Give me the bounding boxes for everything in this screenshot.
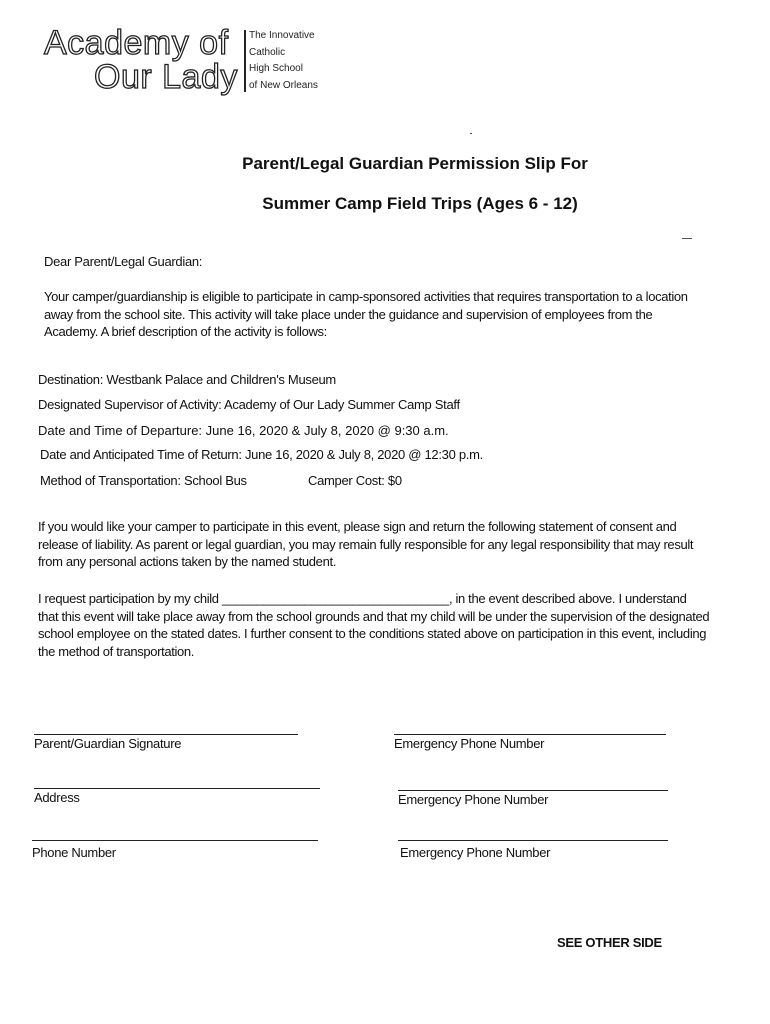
- address-line[interactable]: [34, 788, 320, 789]
- emergency-phone-1-label: Emergency Phone Number: [394, 736, 545, 751]
- parent-signature-label: Parent/Guardian Signature: [34, 736, 182, 751]
- address-label: Address: [34, 790, 80, 805]
- request-line: school employee on the stated dates. I further consent to the conditions stated above on participation in this event, including: [38, 626, 707, 641]
- tagline-line: Catholic: [249, 46, 286, 58]
- scan-speck: [682, 238, 692, 239]
- departure-line: Date and Time of Departure: June 16, 2020 & July 8, 2020 @ 9:30 a.m.: [38, 423, 449, 438]
- consent-line: from any personal actions taken by the named student.: [38, 554, 336, 569]
- greeting: Dear Parent/Legal Guardian:: [44, 254, 203, 269]
- see-other-side-note: SEE OTHER SIDE: [557, 935, 662, 950]
- request-line: the method of transportation.: [38, 643, 195, 659]
- tagline-line: The Innovative: [249, 30, 315, 41]
- scan-speck: [470, 133, 472, 134]
- form-title-line1: Parent/Legal Guardian Permission Slip For: [242, 154, 588, 173]
- form-title-line2: Summer Camp Field Trips (Ages 6 - 12): [262, 194, 578, 213]
- intro-line: Your camper/guardianship is eligible to participate in camp-sponsored activities that requires transportation to a location: [44, 289, 688, 304]
- emergency-phone-3-line[interactable]: [398, 840, 668, 841]
- request-line: I request participation by my child _________________________________, in the event described above. I understand: [38, 591, 687, 606]
- emergency-phone-1-line[interactable]: [394, 734, 666, 735]
- request-paragraph: [38, 590, 709, 660]
- consent-line: release of liability. As parent or legal guardian, you may remain fully responsible for any legal responsibility that may result: [38, 536, 694, 552]
- consent-line: If you would like your camper to participate in this event, please sign and return the following statement of consent and: [38, 519, 677, 534]
- logo-divider: [244, 30, 246, 92]
- phone-line[interactable]: [32, 840, 318, 841]
- phone-label: Phone Number: [32, 845, 116, 860]
- school-logo: [44, 26, 344, 96]
- logo-tagline: [249, 28, 318, 94]
- request-line: that this event will take place away from the school grounds and that my child will be under the supervision of the designated: [38, 608, 710, 624]
- supervisor-line: Designated Supervisor of Activity: Academy of Our Lady Summer Camp Staff: [38, 397, 460, 412]
- parent-signature-line[interactable]: [34, 734, 298, 735]
- logo-name-line2: Our Lady: [94, 58, 238, 96]
- destination-line: Destination: Westbank Palace and Children's Museum: [38, 372, 336, 387]
- transport-line: Method of Transportation: School Bus: [40, 473, 247, 488]
- intro-line: Academy. A brief description of the activity is follows:: [44, 324, 327, 339]
- camper-cost: Camper Cost: $0: [308, 473, 402, 488]
- tagline-line: High School: [249, 63, 303, 74]
- logo-name-line1: Academy of: [44, 24, 229, 62]
- return-line: Date and Anticipated Time of Return: June 16, 2020 & July 8, 2020 @ 12:30 p.m.: [40, 447, 483, 462]
- emergency-phone-3-label: Emergency Phone Number: [400, 845, 551, 860]
- intro-paragraph: [44, 288, 688, 341]
- tagline-line: of New Orleans: [249, 79, 318, 91]
- consent-paragraph: [38, 518, 693, 571]
- emergency-phone-2-label: Emergency Phone Number: [398, 792, 549, 807]
- emergency-phone-2-line[interactable]: [398, 790, 668, 791]
- intro-line: away from the school site. This activity will take place under the guidance and supervision of employees from the: [44, 306, 653, 322]
